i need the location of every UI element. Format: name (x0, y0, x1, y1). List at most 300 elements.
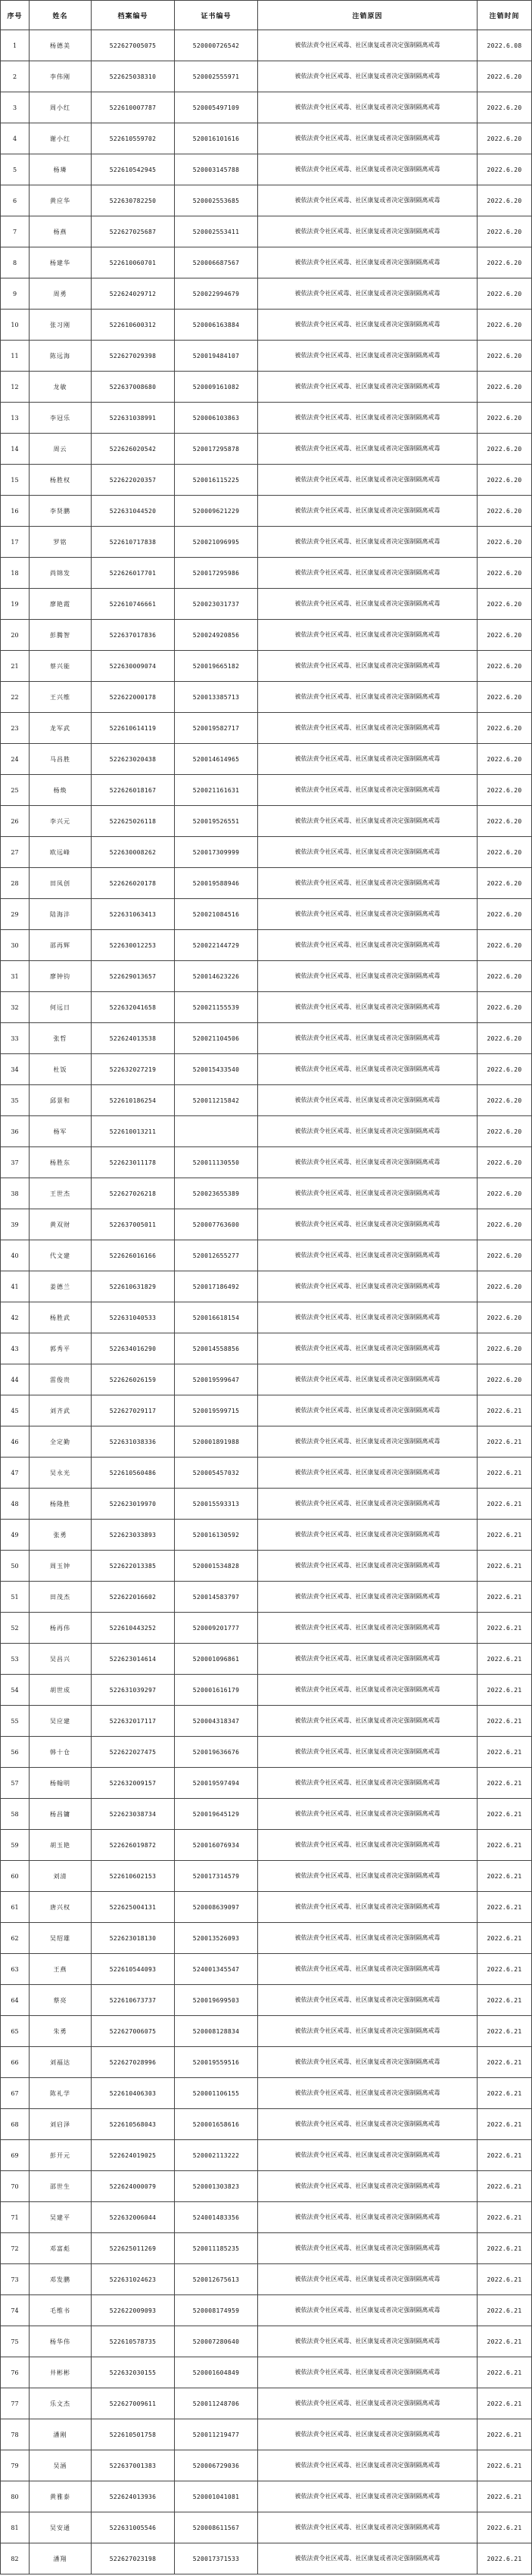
cell-reason: 被依法责令社区戒毒、社区康复或者决定强制隔离戒毒 (258, 1830, 478, 1861)
cell-seq: 73 (1, 2264, 30, 2295)
cell-file-no: 522626020542 (92, 434, 175, 465)
cell-date: 2022.6.21 (478, 2295, 532, 2326)
cell-date: 2022.6.21 (478, 1582, 532, 1613)
table-row (1, 310, 532, 341)
cell-date: 2022.6.20 (478, 1240, 532, 1271)
cell-date: 2022.6.20 (478, 1333, 532, 1364)
cell-date: 2022.6.21 (478, 2109, 532, 2140)
cell-name: 郭秀平 (30, 1333, 92, 1364)
cell-cert-no: 524001483356 (175, 2202, 258, 2233)
header-date: 注销时间 (478, 1, 532, 30)
table-row (1, 1892, 532, 1923)
cell-seq: 10 (1, 310, 30, 341)
cell-name: 杨胜东 (30, 1147, 92, 1178)
cell-date: 2022.6.20 (478, 930, 532, 961)
cell-seq: 13 (1, 403, 30, 434)
cell-cert-no: 520011130550 (175, 1147, 258, 1178)
table-row (1, 2543, 532, 2574)
cell-name: 李贤鹏 (30, 496, 92, 527)
cell-name: 杨建华 (30, 247, 92, 278)
cell-seq: 48 (1, 1489, 30, 1520)
table-row (1, 2202, 532, 2233)
cell-reason: 被依法责令社区戒毒、社区康复或者决定强制隔离戒毒 (258, 961, 478, 992)
cell-seq: 61 (1, 1892, 30, 1923)
cell-name: 杨德美 (30, 30, 92, 61)
cell-cert-no: 520016076934 (175, 1830, 258, 1861)
cell-seq: 49 (1, 1520, 30, 1551)
cell-file-no: 522623014614 (92, 1644, 175, 1675)
table-row (1, 1613, 532, 1644)
cell-file-no: 522610542945 (92, 154, 175, 185)
table-row (1, 1706, 532, 1737)
cell-reason: 被依法责令社区戒毒、社区康复或者决定强制隔离戒毒 (258, 2419, 478, 2450)
cell-cert-no: 520002553411 (175, 216, 258, 247)
table-row (1, 620, 532, 651)
cell-date: 2022.6.21 (478, 1613, 532, 1644)
cell-name: 杨隆胜 (30, 1489, 92, 1520)
cell-reason: 被依法责令社区戒毒、社区康复或者决定强制隔离戒毒 (258, 1675, 478, 1706)
cell-file-no: 522632041658 (92, 992, 175, 1023)
table-row (1, 465, 532, 496)
cell-seq: 33 (1, 1023, 30, 1054)
cell-reason: 被依法责令社区戒毒、社区康复或者决定强制隔离戒毒 (258, 372, 478, 403)
cell-cert-no: 520019645129 (175, 1799, 258, 1830)
cell-seq: 63 (1, 1954, 30, 1985)
cell-file-no: 522610013211 (92, 1116, 175, 1147)
cell-cert-no: 520024920856 (175, 620, 258, 651)
table-row (1, 2264, 532, 2295)
cell-file-no: 522630008262 (92, 837, 175, 868)
cell-cert-no: 520001658616 (175, 2109, 258, 2140)
cell-name: 王燕 (30, 1954, 92, 1985)
cell-file-no: 522623038734 (92, 1799, 175, 1830)
cell-file-no: 522622013385 (92, 1551, 175, 1582)
cell-reason: 被依法责令社区戒毒、社区康复或者决定强制隔离戒毒 (258, 1271, 478, 1302)
cell-reason: 被依法责令社区戒毒、社区康复或者决定强制隔离戒毒 (258, 310, 478, 341)
cell-file-no: 522637005011 (92, 1209, 175, 1240)
cell-cert-no: 520001303823 (175, 2171, 258, 2202)
cell-cert-no: 520023655389 (175, 1178, 258, 1209)
cell-name: 欧远峰 (30, 837, 92, 868)
cell-date: 2022.6.21 (478, 1954, 532, 1985)
cell-date: 2022.6.20 (478, 247, 532, 278)
cell-seq: 26 (1, 806, 30, 837)
cell-cert-no: 520016130592 (175, 1520, 258, 1551)
cell-cert-no: 520006163884 (175, 310, 258, 341)
cell-cert-no: 520017295986 (175, 558, 258, 589)
table-row (1, 651, 532, 682)
cell-date: 2022.6.21 (478, 2357, 532, 2388)
cell-seq: 59 (1, 1830, 30, 1861)
cell-date: 2022.6.21 (478, 2264, 532, 2295)
cell-seq: 8 (1, 247, 30, 278)
table-row (1, 1426, 532, 1458)
table-row (1, 1675, 532, 1706)
cell-date: 2022.6.20 (478, 806, 532, 837)
cell-file-no: 522637001383 (92, 2450, 175, 2481)
cell-date: 2022.6.21 (478, 2326, 532, 2357)
cell-seq: 38 (1, 1178, 30, 1209)
cell-seq: 27 (1, 837, 30, 868)
cell-reason: 被依法责令社区戒毒、社区康复或者决定强制隔离戒毒 (258, 930, 478, 961)
cell-cert-no: 520006687567 (175, 247, 258, 278)
cell-cert-no: 524001345547 (175, 1954, 258, 1985)
cell-file-no: 522623018130 (92, 1923, 175, 1954)
cell-cert-no: 520002553685 (175, 185, 258, 216)
cell-file-no: 522627005075 (92, 30, 175, 61)
cell-file-no: 522627026218 (92, 1178, 175, 1209)
cell-name: 王兴维 (30, 682, 92, 713)
cell-cert-no: 520021161631 (175, 775, 258, 806)
table-row (1, 899, 532, 930)
cell-name: 杨再伟 (30, 1613, 92, 1644)
cell-cert-no: 520005457032 (175, 1458, 258, 1489)
cell-seq: 43 (1, 1333, 30, 1364)
cell-name: 杨焕 (30, 775, 92, 806)
cell-cert-no: 520017186492 (175, 1271, 258, 1302)
table-row (1, 1551, 532, 1582)
cell-date: 2022.6.21 (478, 1706, 532, 1737)
table-row (1, 1861, 532, 1892)
cell-reason: 被依法责令社区戒毒、社区康复或者决定强制隔离戒毒 (258, 278, 478, 310)
cell-cert-no: 520015433540 (175, 1054, 258, 1085)
cell-date: 2022.6.21 (478, 1489, 532, 1520)
cell-seq: 66 (1, 2047, 30, 2078)
cell-cert-no: 520014623226 (175, 961, 258, 992)
table-row (1, 1489, 532, 1520)
table-row (1, 2109, 532, 2140)
cell-seq: 54 (1, 1675, 30, 1706)
cell-seq: 40 (1, 1240, 30, 1271)
cell-name: 杨燕 (30, 216, 92, 247)
cell-file-no: 522610673737 (92, 1985, 175, 2016)
cell-file-no: 522625038310 (92, 61, 175, 92)
cell-seq: 14 (1, 434, 30, 465)
cell-file-no: 522624013538 (92, 1023, 175, 1054)
cell-date: 2022.6.21 (478, 1426, 532, 1458)
cell-cert-no: 520016115225 (175, 465, 258, 496)
table-row (1, 1799, 532, 1830)
cell-date: 2022.6.21 (478, 1644, 532, 1675)
cell-name: 乐文杰 (30, 2388, 92, 2419)
cell-seq: 44 (1, 1364, 30, 1395)
cell-seq: 34 (1, 1054, 30, 1085)
cell-date: 2022.6.20 (478, 434, 532, 465)
table-row (1, 247, 532, 278)
cell-seq: 37 (1, 1147, 30, 1178)
cell-reason: 被依法责令社区戒毒、社区康复或者决定强制隔离戒毒 (258, 2264, 478, 2295)
cell-file-no: 522627009611 (92, 2388, 175, 2419)
table-row (1, 185, 532, 216)
cell-seq: 36 (1, 1116, 30, 1147)
cell-cert-no: 520008639097 (175, 1892, 258, 1923)
table-row (1, 1116, 532, 1147)
cell-date: 2022.6.20 (478, 620, 532, 651)
cell-file-no: 522610568043 (92, 2109, 175, 2140)
cell-cert-no: 520013526093 (175, 1923, 258, 1954)
cell-name: 周云 (30, 434, 92, 465)
cell-cert-no: 520001106155 (175, 2078, 258, 2109)
cell-name: 邵再辉 (30, 930, 92, 961)
cell-seq: 2 (1, 61, 30, 92)
cell-seq: 17 (1, 527, 30, 558)
table-row (1, 558, 532, 589)
cell-seq: 58 (1, 1799, 30, 1830)
header-cert-no: 证书编号 (175, 1, 258, 30)
cell-name: 吴昌兴 (30, 1644, 92, 1675)
cell-file-no: 522632027219 (92, 1054, 175, 1085)
cell-cert-no: 520001616179 (175, 1675, 258, 1706)
cell-date: 2022.6.20 (478, 713, 532, 744)
cell-cert-no: 520006103863 (175, 403, 258, 434)
cell-cert-no: 520021104506 (175, 1023, 258, 1054)
cell-seq: 51 (1, 1582, 30, 1613)
table-row (1, 806, 532, 837)
cell-file-no: 522625011269 (92, 2233, 175, 2264)
cell-name: 吴建平 (30, 2202, 92, 2233)
cell-reason: 被依法责令社区戒毒、社区康复或者决定强制隔离戒毒 (258, 1085, 478, 1116)
cell-cert-no: 520003145788 (175, 154, 258, 185)
cell-seq: 22 (1, 682, 30, 713)
table-row (1, 2233, 532, 2264)
cell-date: 2022.6.21 (478, 2233, 532, 2264)
cell-file-no: 522624013936 (92, 2481, 175, 2512)
cell-date: 2022.6.20 (478, 92, 532, 123)
cell-file-no: 522610544093 (92, 1954, 175, 1985)
cell-seq: 15 (1, 465, 30, 496)
cell-file-no: 522610501758 (92, 2419, 175, 2450)
cell-date: 2022.6.08 (478, 30, 532, 61)
cell-date: 2022.6.20 (478, 310, 532, 341)
cell-name: 吴安通 (30, 2512, 92, 2543)
cell-reason: 被依法责令社区戒毒、社区康复或者决定强制隔离戒毒 (258, 868, 478, 899)
cell-file-no: 522625026118 (92, 806, 175, 837)
table-row (1, 1395, 532, 1426)
cell-name: 刘启泽 (30, 2109, 92, 2140)
cell-reason: 被依法责令社区戒毒、社区康复或者决定强制隔离戒毒 (258, 2016, 478, 2047)
cell-date: 2022.6.20 (478, 403, 532, 434)
cell-reason: 被依法责令社区戒毒、社区康复或者决定强制隔离戒毒 (258, 1023, 478, 1054)
cell-file-no: 522627023198 (92, 2543, 175, 2574)
cell-file-no: 522622020357 (92, 465, 175, 496)
cell-file-no: 522632006044 (92, 2202, 175, 2233)
table-row (1, 1333, 532, 1364)
table-row (1, 775, 532, 806)
cell-reason: 被依法责令社区戒毒、社区康复或者决定强制隔离戒毒 (258, 1551, 478, 1582)
table-row (1, 2078, 532, 2109)
cell-reason: 被依法责令社区戒毒、社区康复或者决定强制隔离戒毒 (258, 154, 478, 185)
cell-seq: 5 (1, 154, 30, 185)
table-row (1, 1768, 532, 1799)
cell-reason: 被依法责令社区戒毒、社区康复或者决定强制隔离戒毒 (258, 1240, 478, 1271)
cell-cert-no: 520015593313 (175, 1489, 258, 1520)
cell-cert-no: 520001534828 (175, 1551, 258, 1582)
cell-reason: 被依法责令社区戒毒、社区康复或者决定强制隔离戒毒 (258, 1178, 478, 1209)
cell-date: 2022.6.20 (478, 1271, 532, 1302)
cell-name: 胡世成 (30, 1675, 92, 1706)
cell-file-no: 522626019872 (92, 1830, 175, 1861)
table-row (1, 837, 532, 868)
cell-seq: 28 (1, 868, 30, 899)
cell-date: 2022.6.20 (478, 527, 532, 558)
cell-file-no: 522610614119 (92, 713, 175, 744)
cell-date: 2022.6.20 (478, 992, 532, 1023)
cell-seq: 30 (1, 930, 30, 961)
cell-name: 全定勤 (30, 1426, 92, 1458)
cell-seq: 62 (1, 1923, 30, 1954)
cell-cert-no: 520012655277 (175, 1240, 258, 1271)
cell-cert-no: 520019599647 (175, 1364, 258, 1395)
cell-cert-no: 520014614965 (175, 744, 258, 775)
table-header (1, 1, 532, 30)
cell-date: 2022.6.21 (478, 2078, 532, 2109)
table-row (1, 30, 532, 61)
cell-reason: 被依法责令社区戒毒、社区康复或者决定强制隔离戒毒 (258, 216, 478, 247)
cell-seq: 45 (1, 1395, 30, 1426)
cell-file-no: 522626018167 (92, 775, 175, 806)
cell-date: 2022.6.21 (478, 1985, 532, 2016)
cell-seq: 56 (1, 1737, 30, 1768)
cell-date: 2022.6.20 (478, 651, 532, 682)
cell-reason: 被依法责令社区戒毒、社区康复或者决定强制隔离戒毒 (258, 1426, 478, 1458)
cell-seq: 79 (1, 2450, 30, 2481)
table-row (1, 92, 532, 123)
table-row (1, 1923, 532, 1954)
table-row (1, 2140, 532, 2171)
table-row (1, 1644, 532, 1675)
cell-date: 2022.6.20 (478, 1178, 532, 1209)
cell-name: 雷俊贵 (30, 1364, 92, 1395)
cell-name: 井彬彬 (30, 2357, 92, 2388)
cell-date: 2022.6.21 (478, 2543, 532, 2574)
cell-cert-no: 520008174959 (175, 2295, 258, 2326)
cell-date: 2022.6.21 (478, 2481, 532, 2512)
cell-cert-no: 520004318347 (175, 1706, 258, 1737)
table-row (1, 744, 532, 775)
cell-reason: 被依法责令社区戒毒、社区康复或者决定强制隔离戒毒 (258, 185, 478, 216)
cell-name: 张习刚 (30, 310, 92, 341)
cell-file-no: 522623019970 (92, 1489, 175, 1520)
table-row (1, 713, 532, 744)
cell-name: 杨胜武 (30, 1302, 92, 1333)
cell-cert-no: 520017309999 (175, 837, 258, 868)
cell-name: 李伟刚 (30, 61, 92, 92)
table-row (1, 496, 532, 527)
cell-seq: 81 (1, 2512, 30, 2543)
cell-name: 代文建 (30, 1240, 92, 1271)
table-row (1, 2450, 532, 2481)
cell-cert-no: 520021155539 (175, 992, 258, 1023)
cell-file-no: 522630782250 (92, 185, 175, 216)
cell-file-no: 522622016602 (92, 1582, 175, 1613)
cell-name: 邓发鹏 (30, 2264, 92, 2295)
cell-reason: 被依法责令社区戒毒、社区康复或者决定强制隔离戒毒 (258, 558, 478, 589)
cell-reason: 被依法责令社区戒毒、社区康复或者决定强制隔离戒毒 (258, 1054, 478, 1085)
cell-seq: 41 (1, 1271, 30, 1302)
table-row (1, 1302, 532, 1333)
cell-date: 2022.6.21 (478, 2388, 532, 2419)
cell-date: 2022.6.21 (478, 1861, 532, 1892)
cell-reason: 被依法责令社区戒毒、社区康复或者决定强制隔离戒毒 (258, 1364, 478, 1395)
cell-reason: 被依法责令社区戒毒、社区康复或者决定强制隔离戒毒 (258, 2047, 478, 2078)
cell-date: 2022.6.20 (478, 185, 532, 216)
cell-reason: 被依法责令社区戒毒、社区康复或者决定强制隔离戒毒 (258, 1985, 478, 2016)
cell-reason: 被依法责令社区戒毒、社区康复或者决定强制隔离戒毒 (258, 620, 478, 651)
table-row (1, 527, 532, 558)
cell-cert-no: 520019597494 (175, 1768, 258, 1799)
table-row (1, 1271, 532, 1302)
cell-date: 2022.6.20 (478, 682, 532, 713)
cell-file-no: 522610443252 (92, 1613, 175, 1644)
cell-cert-no: 520017295878 (175, 434, 258, 465)
cell-date: 2022.6.20 (478, 899, 532, 930)
cell-file-no: 522631038336 (92, 1426, 175, 1458)
table-row (1, 1582, 532, 1613)
cell-cert-no: 520011248706 (175, 2388, 258, 2419)
cell-seq: 46 (1, 1426, 30, 1458)
cell-reason: 被依法责令社区戒毒、社区康复或者决定强制隔离戒毒 (258, 1861, 478, 1892)
cell-reason: 被依法责令社区戒毒、社区康复或者决定强制隔离戒毒 (258, 1582, 478, 1613)
cell-name: 彭腾智 (30, 620, 92, 651)
table-body (1, 30, 532, 2574)
cell-seq: 35 (1, 1085, 30, 1116)
cell-reason: 被依法责令社区戒毒、社区康复或者决定强制隔离戒毒 (258, 1116, 478, 1147)
cell-date: 2022.6.20 (478, 1116, 532, 1147)
cell-date: 2022.6.21 (478, 2016, 532, 2047)
table-row (1, 2171, 532, 2202)
cell-file-no: 522631005546 (92, 2512, 175, 2543)
table-row (1, 2047, 532, 2078)
cell-name: 邓富彪 (30, 2233, 92, 2264)
cell-name: 周小红 (30, 92, 92, 123)
cell-name: 黄应华 (30, 185, 92, 216)
cell-date: 2022.6.20 (478, 1023, 532, 1054)
cell-seq: 77 (1, 2388, 30, 2419)
cell-date: 2022.6.21 (478, 1551, 532, 1582)
cell-cert-no: 520019588946 (175, 868, 258, 899)
table-row (1, 682, 532, 713)
cell-cert-no: 520014558856 (175, 1333, 258, 1364)
cell-seq: 20 (1, 620, 30, 651)
cell-reason: 被依法责令社区戒毒、社区康复或者决定强制隔离戒毒 (258, 2388, 478, 2419)
cell-date: 2022.6.21 (478, 2202, 532, 2233)
cell-seq: 11 (1, 341, 30, 372)
cell-name: 潘翔 (30, 2543, 92, 2574)
cell-seq: 70 (1, 2171, 30, 2202)
cell-name: 何远日 (30, 992, 92, 1023)
cell-date: 2022.6.20 (478, 123, 532, 154)
cell-seq: 75 (1, 2326, 30, 2357)
cell-name: 唐兴权 (30, 1892, 92, 1923)
table-row (1, 930, 532, 961)
cell-name: 姜德兰 (30, 1271, 92, 1302)
cell-name: 潘刚 (30, 2419, 92, 2450)
cell-reason: 被依法责令社区戒毒、社区康复或者决定强制隔离戒毒 (258, 775, 478, 806)
cell-cert-no: 520019636676 (175, 1737, 258, 1768)
cell-reason: 被依法责令社区戒毒、社区康复或者决定强制隔离戒毒 (258, 2078, 478, 2109)
cell-file-no: 522610186254 (92, 1085, 175, 1116)
cell-reason: 被依法责令社区戒毒、社区康复或者决定强制隔离戒毒 (258, 1520, 478, 1551)
table-row (1, 2388, 532, 2419)
table-row (1, 992, 532, 1023)
cell-seq: 50 (1, 1551, 30, 1582)
cell-file-no: 522632009157 (92, 1768, 175, 1799)
table-row (1, 1147, 532, 1178)
cell-reason: 被依法责令社区戒毒、社区康复或者决定强制隔离戒毒 (258, 713, 478, 744)
table-row (1, 1364, 532, 1395)
cell-cert-no: 520009201777 (175, 1613, 258, 1644)
cell-date: 2022.6.20 (478, 558, 532, 589)
